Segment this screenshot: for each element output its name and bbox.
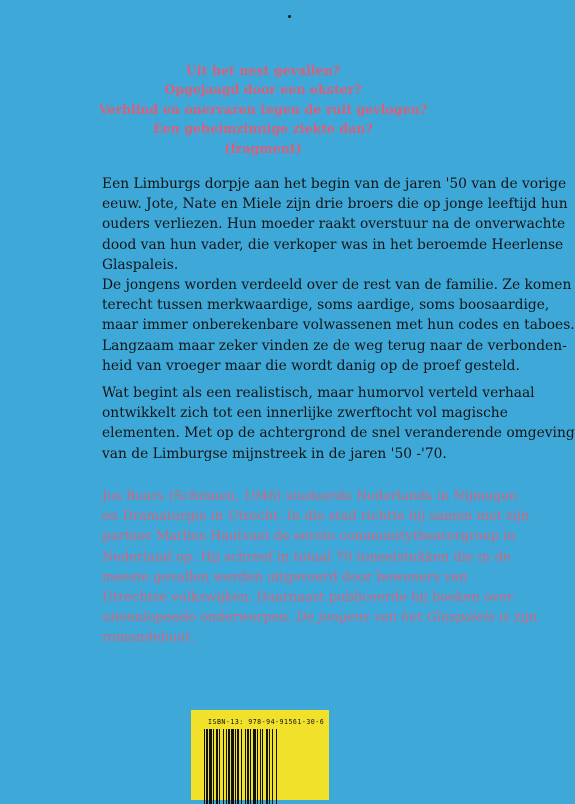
blurb-line: maar immer onberekenbare volwassenen met hun codes en taboes. — [102, 317, 575, 334]
author-bio — [102, 487, 538, 649]
book-title: De jongens van het Glaspaleis — [296, 610, 495, 626]
quote-line: Een geheimzinnige ziekte dan? — [153, 121, 373, 137]
barcode-bars — [204, 729, 316, 804]
bio-line: Utrechtse volkswijken. Daarnaast publiceerde hij boeken over — [102, 590, 513, 606]
quote-line: Verblind en onervaren tegen de ruit gevlogen? — [98, 101, 428, 117]
blurb-line: De jongens worden verdeeld over de rest van de familie. Ze komen — [102, 277, 572, 294]
bio-line: romandebuut. — [102, 630, 195, 646]
bio-line: meeste gevallen werden uitgevoerd door bewoners van — [102, 569, 468, 585]
blurb-line: Langzaam maar zeker vinden ze de weg terug naar de verbonden- — [102, 337, 567, 354]
bio-line: en Dramaturgie in Utrecht. In die stad richtte hij samen met zijn — [102, 509, 530, 525]
isbn-barcode — [191, 710, 329, 800]
blurb-line: ontwikkelt zich tot een innerlijke zwerftocht vol magische — [102, 405, 508, 422]
blurb-line: dood van hun vader, die verkoper was in het beroemde Heerlense — [102, 236, 564, 253]
teaser-quote — [0, 61, 526, 158]
blurb-paragraph-1 — [102, 174, 575, 376]
blurb-paragraph-2 — [102, 383, 575, 464]
blurb-line: Glaspaleis. — [102, 256, 179, 273]
bio-line: partner Marlies Hautvast de eerste communitytheatergroep in — [102, 529, 516, 545]
blurb-line: eeuw. Jote, Nate en Miele zijn drie broers die op jonge leeftijd hun — [102, 196, 568, 213]
quote-line: Uit het nest gevallen? — [185, 63, 341, 78]
blurb-line: heid van vroeger maar die wordt danig op de proef gesteld. — [102, 357, 520, 374]
bio-text: uiteenlopende onderwerpen. — [102, 610, 293, 626]
blurb-line: van de Limburgse mijnstreek in de jaren '50 -'70. — [102, 445, 447, 462]
blurb-line: Een Limburgs dorpje aan het begin van de jaren '50 van de vorige — [102, 176, 567, 192]
blurb-line: Wat begint als een realistisch, maar humorvol verteld verhaal — [102, 385, 535, 401]
blurb-line: ouders verliezen. Hun moeder raakt overstuur na de onverwachte — [102, 216, 566, 233]
bio-line: Jos Bours (Schinnen, 1946) studeerde Nederlands in Nijmegen — [102, 489, 518, 504]
decorative-dot — [288, 15, 291, 18]
bio-line — [102, 608, 538, 628]
quote-line: Opgejaagd door een ekster? — [164, 82, 362, 98]
blurb-line: terecht tussen merkwaardige, soms aardige, soms boosaardige, — [102, 297, 550, 314]
bio-line: Nederland op. Hij schreef in totaal 70 toneelstukken die in de — [102, 549, 511, 565]
isbn-number: ISBN-13: 978-94-91561-30-6 — [208, 718, 325, 726]
quote-source: (fragment) — [224, 140, 302, 156]
blurb-line: elementen. Met op de achtergrond de snel veranderende omgeving — [102, 425, 575, 442]
bio-text: is zijn — [494, 610, 538, 626]
